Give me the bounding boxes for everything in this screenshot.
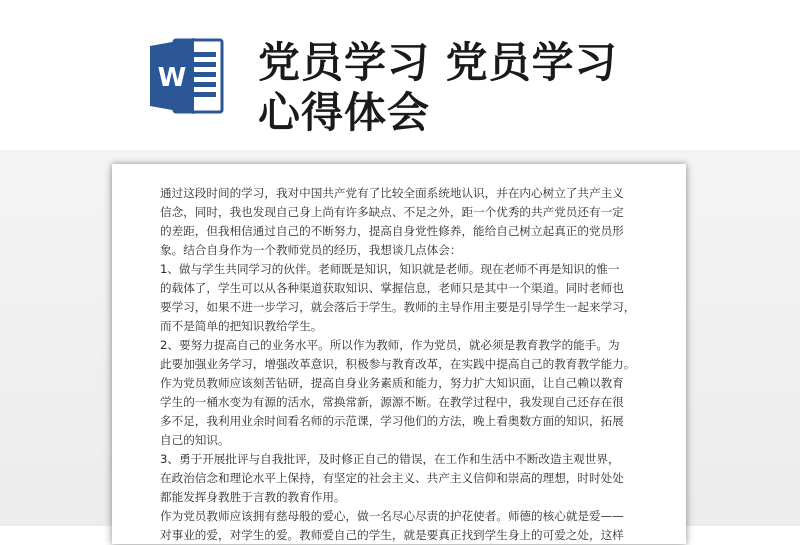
document-body [160, 184, 646, 545]
body-line: 通过这段时间的学习，我对中国共产党有了比较全面系统地认识，并在内心树立了共产主义 [160, 186, 624, 200]
body-line: 2、要努力提高自己的业务水平。所以作为教师，作为党员，就必须是教育教学的能手。为 [160, 338, 620, 352]
body-line: 作为党员教师应该拥有慈母般的爱心，做一名尽心尽责的护花使者。师德的核心就是爱—— [160, 509, 624, 523]
body-line: 的差距，但我相信通过自己的不断努力，提高自身党性修养，能给自己树立起真正的党员形 [160, 224, 624, 238]
body-line: 多不足，我利用业余时间看名师的示范课，学习他们的方法，晚上看奥数方面的知识，拓展 [160, 414, 624, 428]
body-line: 自己的知识。 [160, 433, 230, 447]
title-line-1: 党员学习 党员学习 [258, 38, 618, 87]
body-line: 此要加强业务学习，增强改革意识，积极参与教育改革，在实践中提高自己的教育教学能力。 [160, 357, 636, 371]
word-document-icon [148, 34, 226, 118]
header [0, 0, 800, 170]
body-line: 学生的一桶水变为有源的活水，常换常新，源源不断。在教学过程中，我发现自己还存在很 [160, 395, 624, 409]
document-title [258, 38, 758, 138]
body-line: 对事业的爱，对学生的爱。教师爱自己的学生，就是要真正找到学生身上的可爱之处，这样 [160, 528, 624, 542]
body-line: 信念，同时，我也发现自己身上尚有许多缺点、不足之外，距一个优秀的共产党员还有一定 [160, 205, 624, 219]
body-line: 1、做与学生共同学习的伙伴。老师既是知识，知识就是老师。现在老师不再是知识的惟一 [160, 262, 620, 276]
body-line: 3、勇于开展批评与自我批评，及时修正自己的错误，在工作和生活中不断改造主观世界， [160, 452, 620, 466]
body-line: 象。结合自身作为一个教师党员的经历，我想谈几点体会： [160, 243, 462, 257]
body-line: 而不是简单的把知识教给学生。 [160, 319, 323, 333]
body-line: 要学习，如果不进一步学习，就会落后于学生。教师的主导作用主要是引导学生一起来学习， [160, 300, 636, 314]
word-icon-letter: W [157, 63, 187, 93]
body-line: 在政治信念和理论水平上保持，有坚定的社会主义、共产主义信仰和崇高的理想，时时处处 [160, 471, 624, 485]
body-line: 的载体了，学生可以从各种渠道获取知识、掌握信息，老师只是其中一个渠道。同时老师也 [160, 281, 624, 295]
body-line: 作为党员教师应该刻苦钻研，提高自身业务素质和能力，努力扩大知识面，让自己赖以教育 [160, 376, 624, 390]
title-line-2: 心得体会 [258, 88, 431, 137]
body-line: 都能发挥身教胜于言教的教育作用。 [160, 490, 346, 504]
document-page [112, 164, 686, 544]
